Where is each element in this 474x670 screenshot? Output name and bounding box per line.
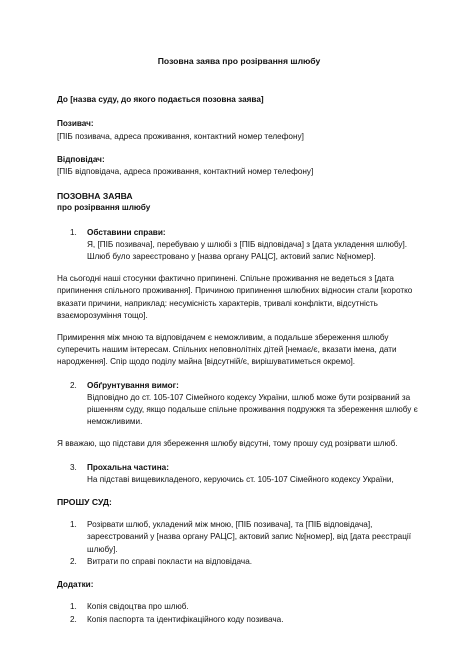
attachment-2-text: Копія паспорта та ідентифікаційного коду позивача. — [87, 614, 284, 624]
plaintiff-label: Позивач: — [57, 119, 94, 129]
section-1-text: Я, [ПІБ позивача], перебуваю у шлюбі з [ПІБ відповідача] з [дата укладення шлюбу]. Шлюб було зареєстровано у [назва органу РАЦС], актовий запис №[номер]. — [87, 239, 408, 262]
attachment-1-text: Копія свідоцтва про шлюб. — [87, 602, 189, 612]
section-3 — [57, 462, 421, 486]
section-1 — [57, 227, 421, 264]
section-2-text: Відповідно до ст. 105-107 Сімейного кодексу України, шлюб може бути розірваний за рішенням суду, якщо подальше спільне проживання подружжя та збереження шлюбу є неможливими. — [87, 392, 418, 427]
section-3-text: На підставі вищевикладеного, керуючись ст. 105-107 Сімейного кодексу України, — [87, 474, 394, 484]
attachment-1-number: 1. — [70, 602, 77, 612]
section-2-heading: Обґрунтування вимог: — [87, 380, 179, 390]
paragraph-2: Примирення між мною та відповідачем є неможливим, а подальше збереження шлюбу суперечить нашим інтересам. Спільних неповнолітніх дітей [немає/є, вказати імена, дати народження]. Спір щодо поділу майна [відсутній/є, вирішуватиметься окремо]. — [57, 333, 397, 367]
section-1-number: 1. — [70, 227, 77, 237]
defendant-value: [ПІБ відповідача, адреса проживання, контактний номер телефону] — [57, 167, 314, 177]
request-1-number: 1. — [70, 520, 77, 530]
paragraph-1: На сьогодні наші стосунки фактично припинені. Спільне проживання не ведеться з [дата припинення спільного проживання]. Причиною припинення шлюбних відносин стали [коротко вказати причини, наприклад: несумісність характерів, тривалі конфлікти, відсутність взаєморозуміння тощо]. — [57, 274, 413, 320]
defendant-block — [57, 154, 421, 178]
attachments-heading: Додатки: — [57, 580, 94, 590]
list-item — [57, 556, 421, 568]
section-1-heading: Обставини справи: — [87, 227, 166, 237]
section-3-heading: Прохальна частина: — [87, 462, 169, 472]
document-title: Позовна заява про розірвання шлюбу — [157, 56, 321, 66]
attachments-list — [57, 601, 421, 625]
plaintiff-value: [ПІБ позивача, адреса проживання, контактний номер телефону] — [57, 131, 304, 141]
request-heading: ПРОШУ СУД: — [57, 497, 112, 508]
request-1-text: Розірвати шлюб, укладений між мною, [ПІБ позивача], та [ПІБ відповідача], зареєстрований у [назва органу РАЦС], актовий запис №[номер], від [дата реєстрації шлюбу]. — [87, 520, 412, 554]
section-2 — [57, 380, 421, 429]
request-list — [57, 519, 421, 568]
document-body — [57, 55, 421, 626]
attachment-2-number: 2. — [70, 614, 77, 624]
request-2-text: Витрати по справі покласти на відповідача. — [87, 556, 253, 566]
section-2-number: 2. — [70, 380, 77, 390]
claim-header — [57, 190, 421, 214]
defendant-label: Відповідач: — [57, 154, 105, 164]
list-item — [57, 519, 421, 556]
list-item — [57, 601, 421, 613]
court-line: До [назва суду, до якого подається позовна заява] — [57, 95, 264, 105]
claim-subheading: про розірвання шлюбу — [57, 203, 151, 213]
paragraph-3: Я вважаю, що підстави для збереження шлюбу відсутні, тому прошу суд розірвати шлюб. — [57, 439, 398, 449]
section-3-number: 3. — [70, 462, 77, 472]
list-item — [57, 614, 421, 626]
request-2-number: 2. — [70, 556, 77, 566]
claim-heading: ПОЗОВНА ЗАЯВА — [57, 191, 133, 202]
plaintiff-block — [57, 118, 421, 142]
